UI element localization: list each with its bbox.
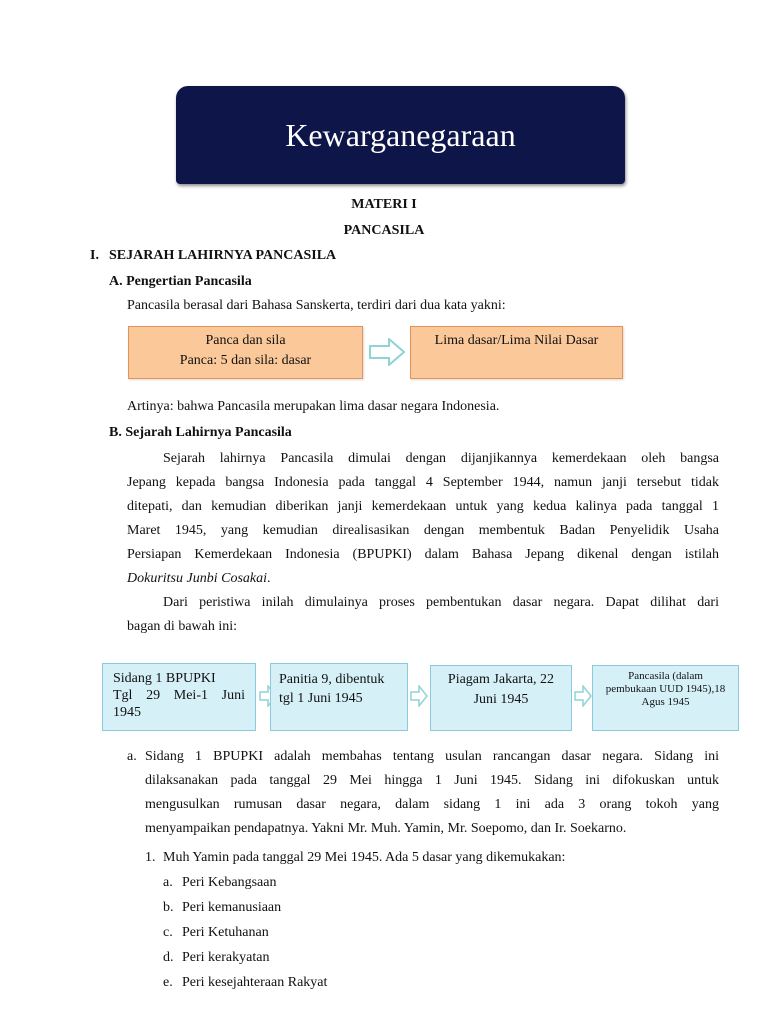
- yamin-list: [163, 871, 327, 996]
- subsection-a-heading: A. Pengertian Pancasila: [109, 274, 252, 289]
- history-line: Maret 1945, yang kemudian direalisasikan dengan membentuk Badan Penyelidik Usaha: [127, 523, 719, 538]
- list-marker: c.: [163, 925, 173, 940]
- flow-box-sidang: [102, 663, 256, 731]
- history-line: Jepang kepada bangsa Indonesia pada tanggal 4 September 1944, namun janji tersebut tidak: [127, 475, 719, 490]
- panca-sila-line1: Panca dan sila: [205, 333, 286, 348]
- right-arrow-icon: [410, 685, 428, 707]
- list-text: Peri Kebangsaan: [182, 875, 277, 890]
- japanese-term: Dokuritsu Junbi Cosakai: [127, 571, 267, 586]
- point-a-text: [145, 745, 719, 841]
- section-number: I.: [90, 248, 99, 263]
- flow-text: Tgl 29 Mei-1 Juni: [113, 688, 245, 703]
- flow-text: Pancasila (dalam: [628, 670, 703, 682]
- history-line: Persiapan Kemerdekaan Indonesia (BPUPKI) dalam Bahasa Jepang dikenal dengan istilah: [127, 547, 719, 562]
- subsection-a-intro: Pancasila berasal dari Bahasa Sanskerta, terdiri dari dua kata yakni:: [127, 298, 506, 313]
- point-a-line: menyampaikan pendapatnya. Yakni Mr. Muh. Yamin, Mr. Soepomo, dan Ir. Soekarno.: [145, 821, 627, 836]
- flow-text: Agus 1945: [641, 696, 690, 708]
- panca-sila-box: [128, 326, 363, 379]
- list-text: Peri kesejahteraan Rakyat: [182, 975, 328, 990]
- right-arrow-icon: [369, 338, 405, 366]
- lima-dasar-text: Lima dasar/Lima Nilai Dasar: [434, 333, 599, 348]
- flow-text: tgl 1 Juni 1945: [279, 691, 363, 706]
- list-text: Peri Ketuhanan: [182, 925, 269, 940]
- process-line: Dari peristiwa inilah dimulainya proses pembentukan dasar negara. Dapat dilihat dari: [163, 595, 719, 610]
- lima-dasar-box: [410, 326, 623, 379]
- history-paragraph: [127, 447, 719, 639]
- list-marker: e.: [163, 975, 173, 990]
- materi-heading: MATERI I: [351, 197, 417, 212]
- list-item: [163, 896, 327, 921]
- list-marker: d.: [163, 950, 174, 965]
- flow-text: Juni 1945: [473, 692, 529, 707]
- list-item: [163, 946, 327, 971]
- panca-sila-line2: Panca: 5 dan sila: dasar: [179, 353, 312, 368]
- list-item: [163, 921, 327, 946]
- history-line: Sejarah lahirnya Pancasila dimulai dengan dijanjikannya kemerdekaan oleh bangsa: [163, 451, 719, 466]
- period: .: [267, 571, 271, 586]
- point-a-line: mengusulkan rumusan dasar negara, dalam sidang 1 ini ada 3 orang tokoh yang: [145, 797, 719, 812]
- point-1-marker: 1.: [145, 850, 156, 865]
- point-a-marker: a.: [127, 749, 137, 764]
- history-line-last: [127, 567, 719, 591]
- flow-text: pembukaan UUD 1945),18: [605, 683, 726, 695]
- flow-text: 1945: [113, 705, 141, 720]
- subsection-b-heading: B. Sejarah Lahirnya Pancasila: [109, 425, 292, 440]
- point-a-line: Sidang 1 BPUPKI adalah membahas tentang usulan rancangan dasar negara. Sidang ini: [145, 749, 719, 764]
- flow-box-pancasila: [592, 665, 739, 731]
- flow-text: Panitia 9, dibentuk: [279, 672, 385, 687]
- topic-heading: PANCASILA: [343, 223, 425, 238]
- list-text: Peri kerakyatan: [182, 950, 270, 965]
- list-item: [163, 871, 327, 896]
- history-line: ditepati, dan kemudian diberikan janji kemerdekaan untuk yang kedua kalinya pada tanggal 1: [127, 499, 719, 514]
- section-title: SEJARAH LAHIRNYA PANCASILA: [109, 248, 337, 263]
- list-text: Peri kemanusiaan: [182, 900, 282, 915]
- point-a-line: dilaksanakan pada tanggal 29 Mei hingga 1 Juni 1945. Sidang ini difokuskan untuk: [145, 773, 719, 788]
- flow-text: Piagam Jakarta, 22: [447, 672, 555, 687]
- list-marker: b.: [163, 900, 174, 915]
- right-arrow-icon: [574, 685, 592, 707]
- flow-box-panitia: [270, 663, 408, 731]
- document-title: Kewarganegaraan: [285, 116, 516, 153]
- process-line: bagan di bawah ini:: [127, 619, 238, 634]
- point-1-text: Muh Yamin pada tanggal 29 Mei 1945. Ada 5 dasar yang dikemukakan:: [163, 850, 566, 865]
- flow-box-piagam: [430, 665, 572, 731]
- flow-text: Sidang 1 BPUPKI: [113, 671, 216, 686]
- pancasila-meaning: Artinya: bahwa Pancasila merupakan lima dasar negara Indonesia.: [127, 399, 500, 414]
- list-marker: a.: [163, 875, 173, 890]
- list-item: [163, 971, 327, 996]
- title-banner: [176, 86, 625, 184]
